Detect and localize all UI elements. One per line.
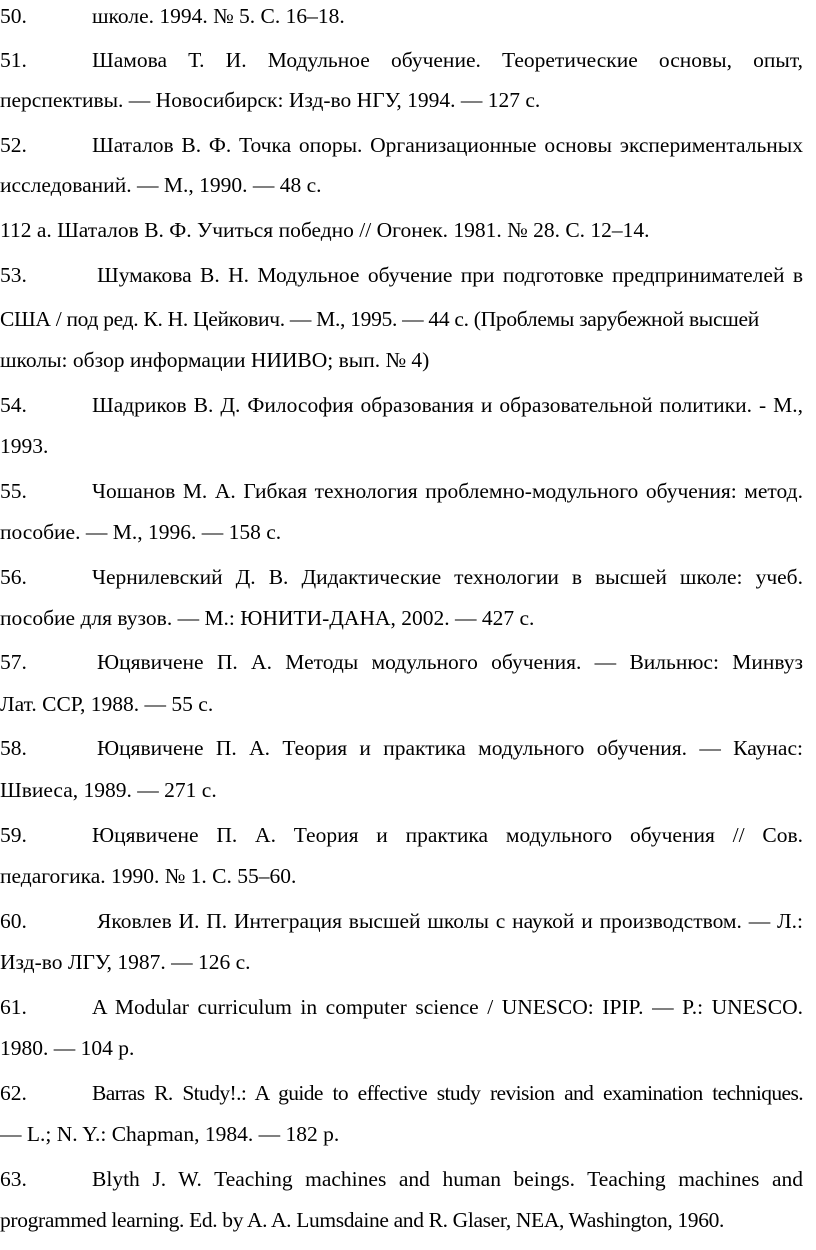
- reference-59-continuation: [0, 856, 803, 896]
- reference-59: [0, 815, 803, 855]
- reference-text: школы: обзор информации НИИВО; вып. № 4): [0, 348, 430, 372]
- reference-text: Изд-во ЛГУ, 1987. — 126 с.: [0, 950, 251, 974]
- reference-57: [0, 642, 803, 682]
- reference-63-continuation: [0, 1200, 803, 1240]
- reference-55: [0, 471, 803, 511]
- reference-text: педагогика. 1990. № 1. С. 55–60.: [0, 864, 297, 888]
- reference-text: Лат. ССР, 1988. — 55 с.: [0, 692, 214, 716]
- reference-56: [0, 557, 803, 597]
- reference-text: A Modular curriculum in computer science / UNESCO: IPIP. — P.: UNESCO.: [92, 995, 803, 1019]
- reference-text: Юцявичене П. А. Теория и практика модульного обучения // Сов.: [92, 823, 803, 847]
- reference-text: programmed learning. Ed. by A. A. Lumsdaine and R. Glaser, NEA, Washington, 1960.: [0, 1208, 725, 1232]
- reference-52-continuation: [0, 165, 803, 205]
- reference-text: пособие. — М., 1996. — 158 с.: [0, 520, 282, 544]
- reference-58: [0, 728, 803, 768]
- reference-text: Чернилевский Д. В. Дидактические технологии в высшей школе: учеб.: [92, 565, 803, 589]
- reference-text: пособие для вузов. — М.: ЮНИТИ-ДАНА, 2002. — 427 с.: [0, 606, 535, 630]
- reference-text: исследований. — М., 1990. — 48 с.: [0, 173, 322, 197]
- reference-text: США / под ред. К. Н. Цейкович. — М., 1995. — 44 с. (Проблемы зарубежной высшей: [0, 307, 759, 331]
- reference-51-continuation: [0, 80, 803, 120]
- reference-text: Чошанов М. А. Гибкая технология проблемно-модульного обучения: метод.: [92, 479, 803, 503]
- reference-53-continuation: [0, 299, 803, 339]
- reference-63: [0, 1159, 803, 1199]
- reference-52: [0, 125, 803, 165]
- reference-53: [0, 255, 803, 295]
- reference-text: Юцявичене П. А. Теория и практика модульного обучения. — Каунас:: [97, 736, 803, 760]
- reference-56-continuation: [0, 598, 803, 638]
- reference-54: [0, 385, 803, 425]
- reference-62: [0, 1073, 803, 1113]
- reference-text: — L.; N. Y.: Chapman, 1984. — 182 p.: [0, 1122, 340, 1146]
- reference-number: 52.: [0, 133, 27, 157]
- reference-text: 112 а. Шаталов В. Ф. Учиться победно // Огонек. 1981. № 28. С. 12–14.: [0, 218, 650, 242]
- reference-text: Шадриков В. Д. Философия образования и образовательной политики. - М.,: [92, 393, 803, 417]
- reference-number: 60.: [0, 909, 27, 933]
- reference-text: Blyth J. W. Teaching machines and human beings. Teaching machines and: [92, 1167, 803, 1191]
- reference-number: 59.: [0, 823, 27, 847]
- reference-number: 54.: [0, 393, 27, 417]
- reference-54-continuation: [0, 426, 803, 466]
- reference-text: Швиеса, 1989. — 271 с.: [0, 778, 217, 802]
- reference-number: 51.: [0, 48, 27, 72]
- reference-text: Barras R. Study!.: A guide to effective study revision and examination techniques.: [92, 1081, 803, 1105]
- reference-text: Шамова Т. И. Модульное обучение. Теоретические основы, опыт,: [92, 48, 803, 72]
- reference-number: 61.: [0, 995, 27, 1019]
- reference-57-continuation: [0, 684, 803, 724]
- reference-text: Шаталов В. Ф. Точка опоры. Организационные основы экспериментальных: [92, 133, 803, 157]
- reference-number: 62.: [0, 1081, 27, 1105]
- reference-number: 50.: [0, 4, 27, 28]
- reference-text: Яковлев И. П. Интеграция высшей школы с наукой и производством. — Л.:: [97, 909, 803, 933]
- reference-60-continuation: [0, 942, 803, 982]
- reference-53-continuation: [0, 340, 803, 380]
- reference-61-continuation: [0, 1028, 803, 1068]
- reference-number: 63.: [0, 1167, 27, 1191]
- reference-text: перспективы. — Новосибирск: Изд-во НГУ, 1994. — 127 с.: [0, 88, 541, 112]
- reference-62-continuation: [0, 1114, 803, 1154]
- reference-number: 56.: [0, 565, 27, 589]
- reference-text: 1980. — 104 p.: [0, 1036, 135, 1060]
- reference-number: 57.: [0, 650, 27, 674]
- reference-text: школе. 1994. № 5. С. 16–18.: [92, 4, 345, 28]
- reference-55-continuation: [0, 512, 803, 552]
- reference-58-continuation: [0, 770, 803, 810]
- reference-number: 53.: [0, 263, 27, 287]
- reference-60: [0, 901, 803, 941]
- reference-number: 58.: [0, 736, 27, 760]
- reference-50: [0, 0, 803, 36]
- reference-61: [0, 987, 803, 1027]
- reference-text: Юцявичене П. А. Методы модульного обучения. — Вильнюс: Минвуз: [97, 650, 803, 674]
- reference-text: 1993.: [0, 434, 49, 458]
- reference-text: Шумакова В. Н. Модульное обучение при подготовке предпринимателей в: [97, 263, 803, 287]
- reference-51: [0, 40, 803, 80]
- reference-112a: [0, 210, 803, 250]
- reference-number: 55.: [0, 479, 27, 503]
